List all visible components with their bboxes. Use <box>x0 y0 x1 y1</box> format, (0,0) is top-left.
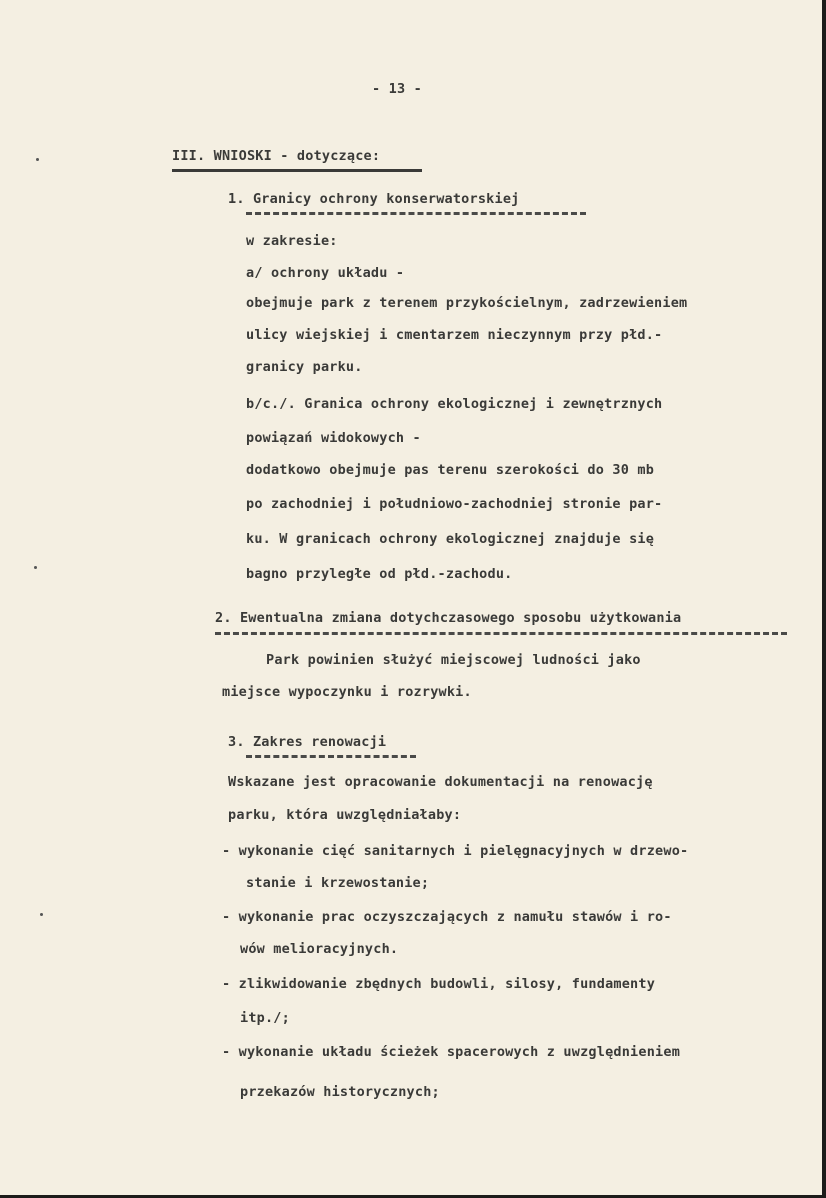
item1-title-underline <box>246 212 586 215</box>
item1-a-line: ulicy wiejskiej i cmentarzem nieczynnym przy płd.- <box>246 327 663 343</box>
item3-bullet-line: - wykonanie cięć sanitarnych i pielęgnacyjnych w drzewo- <box>222 843 689 859</box>
item3-bullet-line: stanie i krzewostanie; <box>246 875 430 891</box>
item3-title: 3. Zakres renowacji <box>228 734 387 750</box>
paper-speck <box>36 158 39 161</box>
item1-title: 1. Granicy ochrony konserwatorskiej <box>228 191 520 207</box>
item1-a-line: granicy parku. <box>246 359 363 375</box>
item1-scope-label: w zakresie: <box>246 233 338 249</box>
item1-b-line: po zachodniej i południowo-zachodniej stronie par- <box>246 496 663 512</box>
item3-bullet-line: wów melioracyjnych. <box>240 941 399 957</box>
paper-speck <box>34 566 37 569</box>
item3-bullet-line: itp./; <box>240 1010 290 1026</box>
item3-bullet-line: przekazów historycznych; <box>240 1084 440 1100</box>
item1-b-line: b/c./. Granica ochrony ekologicznej i zewnętrznych <box>246 396 663 412</box>
item2-title-underline <box>215 632 787 635</box>
paper-speck <box>40 913 43 916</box>
item3-bullet-line: - zlikwidowanie zbędnych budowli, silosy, fundamenty <box>222 976 656 992</box>
item3-intro-line: parku, która uwzględniałaby: <box>228 807 462 823</box>
item3-bullet-line: - wykonanie prac oczyszczających z namułu stawów i ro- <box>222 909 672 925</box>
item1-b-line: ku. W granicach ochrony ekologicznej znajduje się <box>246 531 655 547</box>
item3-title-underline <box>246 755 416 758</box>
page-number: - 13 - <box>372 81 422 97</box>
item2-title: 2. Ewentualna zmiana dotychczasowego sposobu użytkowania <box>215 610 682 626</box>
section-heading-underline <box>172 169 422 172</box>
item3-intro-line: Wskazane jest opracowanie dokumentacji na renowację <box>228 774 653 790</box>
section-heading: III. WNIOSKI - dotyczące: <box>172 148 381 164</box>
item1-a-title: a/ ochrony układu - <box>246 265 405 281</box>
item3-bullet-line: - wykonanie układu ścieżek spacerowych z uwzględnieniem <box>222 1044 681 1060</box>
item1-b-line: dodatkowo obejmuje pas terenu szerokości do 30 mb <box>246 462 655 478</box>
item1-a-line: obejmuje park z terenem przykościelnym, zadrzewieniem <box>246 295 688 311</box>
item2-line: miejsce wypoczynku i rozrywki. <box>222 684 472 700</box>
item1-b-line: bagno przyległe od płd.-zachodu. <box>246 566 513 582</box>
item1-b-line: powiązań widokowych - <box>246 430 421 446</box>
item2-line: Park powinien służyć miejscowej ludności jako <box>266 652 641 668</box>
